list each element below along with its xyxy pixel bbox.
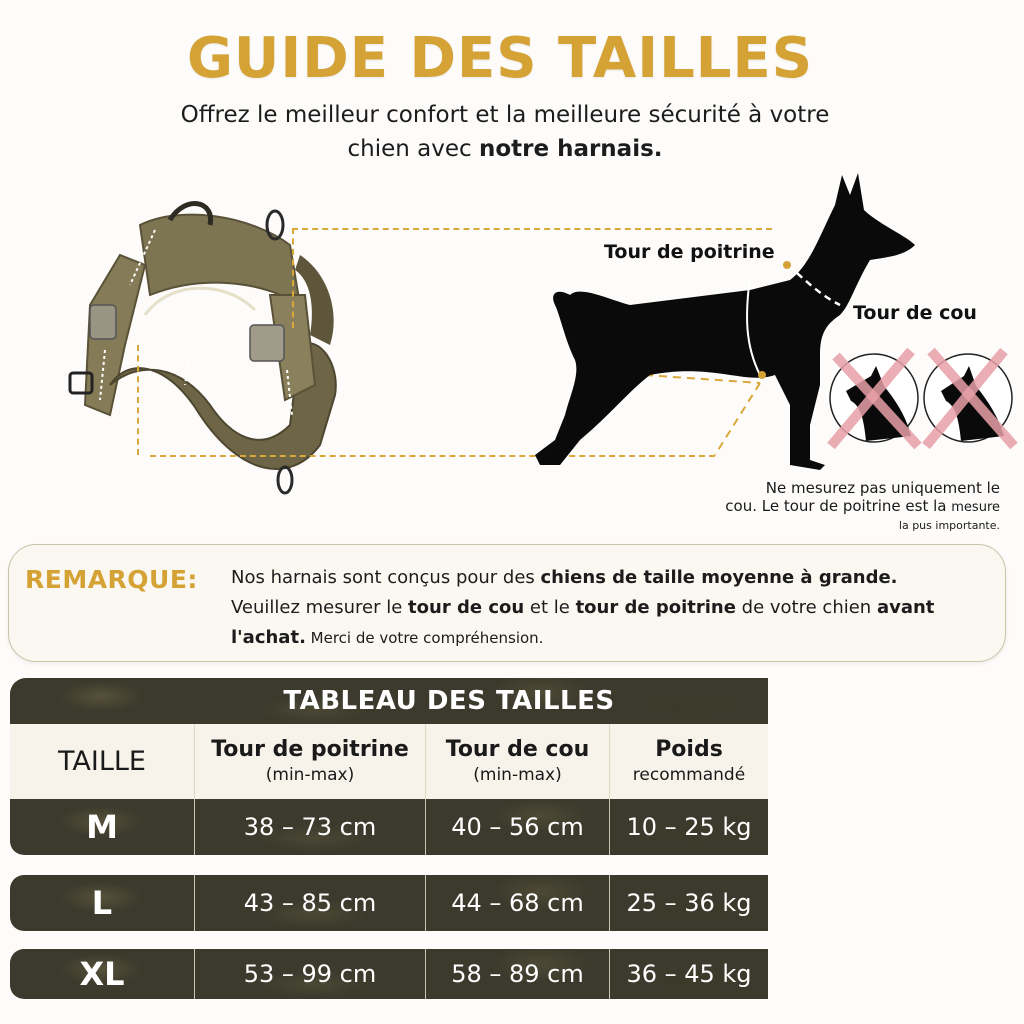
remark-text-span: Nos harnais sont conçus pour des bbox=[231, 567, 541, 588]
column-header-size bbox=[10, 724, 195, 799]
subtitle-line-1: Offrez le meilleur confort et la meilleure sécurité à votre bbox=[180, 102, 830, 128]
subtitle-emphasis: notre harnais. bbox=[478, 136, 663, 162]
table-row-m bbox=[10, 799, 768, 855]
chest-guide-line-lower-left bbox=[137, 345, 139, 455]
remark-emphasis: chiens de taille moyenne à grande. bbox=[540, 567, 898, 588]
table-row-l bbox=[10, 875, 768, 931]
column-header-sublabel: (min-max) bbox=[265, 764, 355, 785]
cell-size: M bbox=[10, 799, 195, 855]
column-header-label: Tour de cou bbox=[445, 736, 590, 762]
incorrect-measure-icons bbox=[826, 346, 1022, 450]
measurement-warning-note bbox=[670, 479, 1000, 534]
column-header-sublabel: (min-max) bbox=[473, 764, 562, 785]
column-header-label: Poids bbox=[655, 736, 723, 762]
remark-text-span: Veuillez mesurer le bbox=[231, 597, 409, 618]
cell-chest: 53 – 99 cm bbox=[195, 949, 426, 999]
page-title: GUIDE DES TAILLES bbox=[186, 26, 814, 91]
remark-line-3 bbox=[231, 623, 1001, 653]
remark-text-small: Merci de votre compréhension. bbox=[305, 629, 544, 647]
warning-line-1: Ne mesurez pas uniquement le bbox=[765, 479, 1000, 497]
column-header-chest bbox=[195, 724, 426, 799]
size-table-title: TABLEAU DES TAILLES bbox=[10, 678, 768, 724]
size-table bbox=[10, 678, 768, 999]
cell-chest: 38 – 73 cm bbox=[195, 799, 426, 855]
cell-chest: 43 – 85 cm bbox=[195, 875, 426, 931]
cell-size: L bbox=[10, 875, 195, 931]
warning-text: cou. Le tour de poitrine est la bbox=[725, 497, 947, 515]
warning-line-3: la pus importante. bbox=[898, 519, 1000, 532]
remark-emphasis: tour de cou bbox=[408, 597, 525, 618]
remark-line-2 bbox=[231, 593, 1001, 623]
column-header-sublabel: recommandé bbox=[632, 764, 746, 785]
subtitle bbox=[60, 98, 950, 166]
remark-text bbox=[231, 563, 1001, 653]
cell-weight: 10 – 25 kg bbox=[626, 813, 752, 841]
subtitle-text: chien avec bbox=[347, 136, 479, 162]
remark-text-span: de votre chien bbox=[735, 597, 877, 618]
cell-neck: 44 – 68 cm bbox=[426, 875, 610, 931]
column-header-weight bbox=[610, 724, 768, 799]
remark-emphasis: avant bbox=[876, 597, 935, 618]
size-table-header-row bbox=[10, 724, 768, 799]
remark-line-1 bbox=[231, 563, 1001, 593]
subtitle-line-2 bbox=[60, 132, 950, 166]
crossed-neck-icon-1 bbox=[830, 351, 918, 446]
warning-text-small: mesure bbox=[951, 500, 1000, 515]
cell-neck: 58 – 89 cm bbox=[426, 949, 610, 999]
remark-emphasis: l'achat. bbox=[231, 627, 306, 648]
remark-text-span: et le bbox=[524, 597, 576, 618]
cell-weight: 36 – 45 kg bbox=[626, 960, 752, 988]
cell-neck: 40 – 56 cm bbox=[426, 799, 610, 855]
column-header-neck bbox=[426, 724, 610, 799]
remark-box bbox=[8, 544, 1006, 662]
label-neck-circumference: Tour de cou bbox=[853, 302, 977, 324]
column-header-label: Tour de poitrine bbox=[211, 736, 409, 762]
harness-image bbox=[50, 185, 350, 505]
cell-weight: 25 – 36 kg bbox=[626, 889, 752, 917]
warning-line-2 bbox=[670, 497, 1000, 517]
cell-size: XL bbox=[10, 949, 195, 999]
remark-label: REMARQUE: bbox=[25, 565, 198, 594]
chest-guide-line-left bbox=[292, 228, 294, 328]
label-chest-circumference: Tour de poitrine bbox=[604, 241, 775, 263]
crossed-neck-icon-2 bbox=[924, 351, 1014, 446]
table-row-xl bbox=[10, 949, 768, 999]
remark-emphasis: tour de poitrine bbox=[575, 597, 736, 618]
column-header-label: TAILLE bbox=[58, 745, 146, 777]
